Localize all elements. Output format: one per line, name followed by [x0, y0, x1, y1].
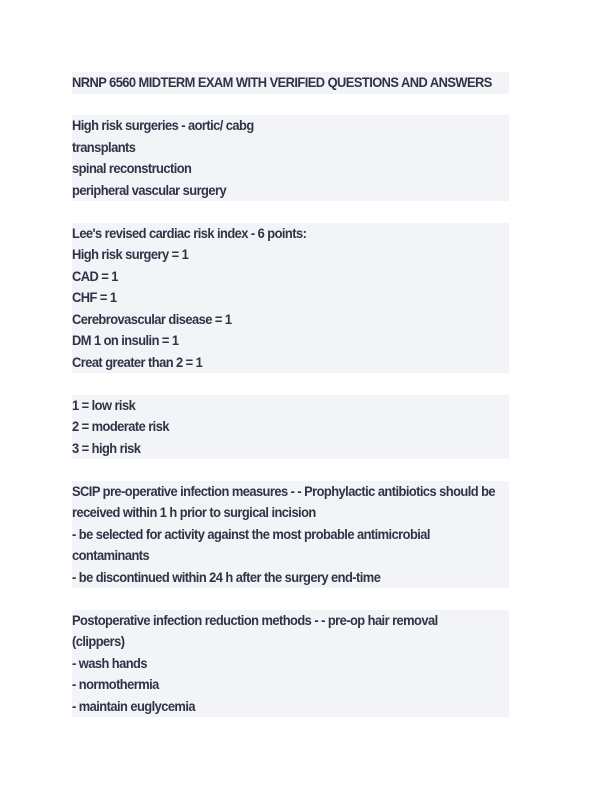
high-risk-surgeries-block: [72, 115, 547, 201]
cardiac-risk-index-block: [72, 223, 547, 374]
document-body: [72, 72, 547, 739]
text-line: Cerebrovascular disease = 1: [72, 309, 509, 331]
text-line: transplants: [72, 137, 509, 159]
text-line: - wash hands: [72, 653, 509, 675]
text-line: spinal reconstruction: [72, 158, 509, 180]
text-line: 1 = low risk: [72, 395, 509, 417]
risk-levels-block: [72, 395, 547, 460]
text-line: Lee's revised cardiac risk index - 6 points:: [72, 223, 509, 245]
text-line: - maintain euglycemia: [72, 696, 509, 718]
text-line: (clippers): [72, 631, 509, 653]
text-line: contaminants: [72, 545, 509, 567]
text-line: Postoperative infection reduction methods - - pre-op hair removal: [72, 610, 509, 632]
scip-measures-block: [72, 481, 547, 589]
infection-reduction-block: [72, 610, 547, 718]
text-line: CHF = 1: [72, 287, 509, 309]
text-line: peripheral vascular surgery: [72, 180, 509, 202]
text-line: - be selected for activity against the most probable antimicrobial: [72, 524, 509, 546]
text-line: - normothermia: [72, 674, 509, 696]
text-line: CAD = 1: [72, 266, 509, 288]
text-line: 3 = high risk: [72, 438, 509, 460]
text-line: High risk surgery = 1: [72, 244, 509, 266]
text-line: 2 = moderate risk: [72, 416, 509, 438]
text-line: - be discontinued within 24 h after the surgery end-time: [72, 567, 509, 589]
text-line: High risk surgeries - aortic/ cabg: [72, 115, 509, 137]
text-line: received within 1 h prior to surgical incision: [72, 502, 509, 524]
text-line: SCIP pre-operative infection measures - - Prophylactic antibiotics should be: [72, 481, 509, 503]
document-title: NRNP 6560 MIDTERM EXAM WITH VERIFIED QUESTIONS AND ANSWERS: [72, 72, 509, 94]
text-line: DM 1 on insulin = 1: [72, 330, 509, 352]
text-line: Creat greater than 2 = 1: [72, 352, 509, 374]
